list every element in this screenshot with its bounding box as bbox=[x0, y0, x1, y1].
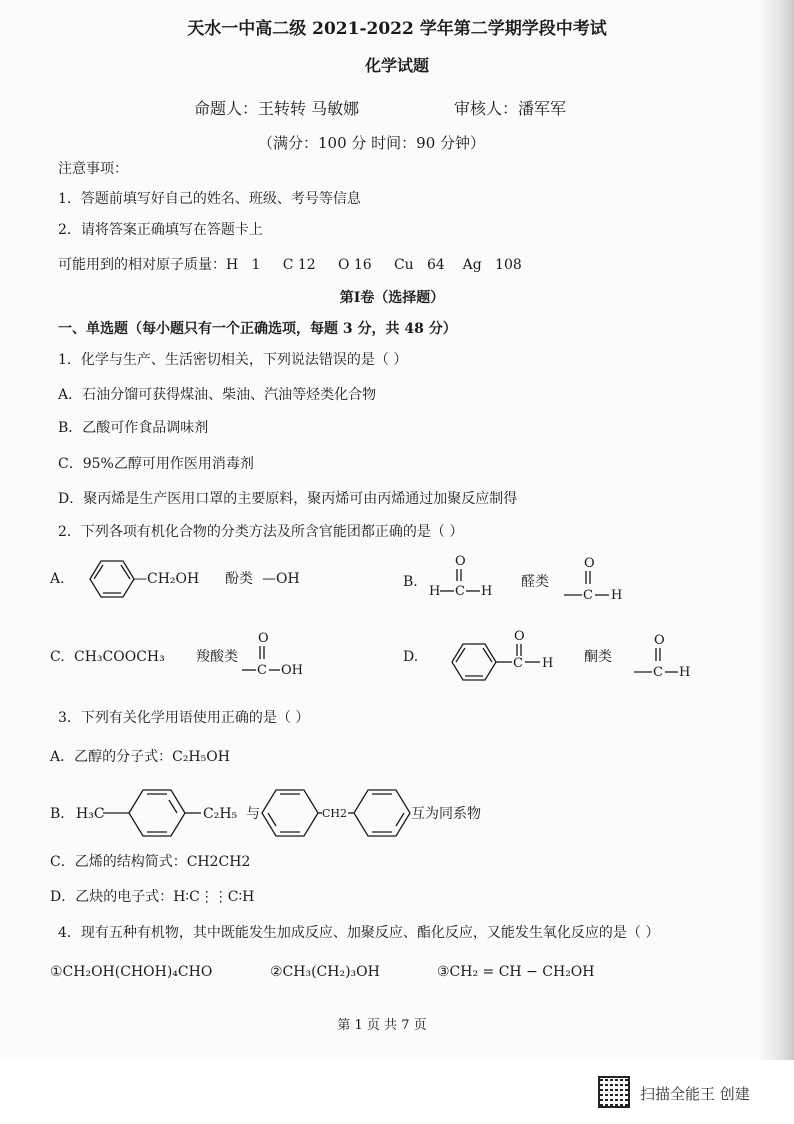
exam-title: 天水一中高二级 2021-2022 学年第二学期学段中考试 bbox=[187, 19, 607, 39]
atom: H bbox=[611, 588, 623, 603]
q2-a-group: —OH bbox=[262, 571, 300, 587]
scan-shadow bbox=[758, 0, 794, 1060]
note-item: 2．请将答案正确填写在答题卡上 bbox=[58, 222, 263, 238]
app-brand: 扫描全能王 创建 bbox=[640, 1085, 750, 1103]
bridge-group: CH2 bbox=[322, 807, 348, 820]
atom: O bbox=[514, 629, 525, 644]
q3-b-tail: 互为同系物 bbox=[411, 806, 481, 822]
q2-stem: 2．下列各项有机化合物的分类方法及所含官能团都正确的是（ ） bbox=[58, 524, 464, 540]
q2-b-group bbox=[562, 557, 632, 607]
atom: O bbox=[258, 631, 269, 646]
q2-c-label: C. bbox=[50, 649, 65, 665]
q2-d-label: D. bbox=[403, 649, 419, 665]
q3-stem: 3．下列有关化学用语使用正确的是（ ） bbox=[58, 710, 310, 726]
q3-b-connector: 与 bbox=[246, 806, 260, 822]
q1-option-b: B．乙酸可作食品调味剂 bbox=[58, 420, 209, 436]
q2-a-class: 酚类 bbox=[225, 571, 253, 587]
q3-b-left-group: H₃C bbox=[76, 806, 105, 822]
note-item: 1．答题前填写好自己的姓名、班级、考号等信息 bbox=[58, 191, 361, 207]
q2-b-label: B. bbox=[403, 574, 418, 590]
atom: C bbox=[257, 663, 267, 678]
atom: C bbox=[455, 584, 465, 599]
q2-c-group bbox=[250, 632, 320, 682]
atom: C bbox=[513, 656, 523, 671]
q2-d-class: 酮类 bbox=[584, 649, 612, 665]
q2-d-group bbox=[636, 634, 706, 684]
atom: O bbox=[584, 556, 595, 571]
q3-option-c: C．乙烯的结构简式：CH2CH2 bbox=[50, 854, 251, 870]
q2-b-structure bbox=[425, 555, 495, 605]
q1-option-d: D．聚丙烯是生产医用口罩的主要原料，聚丙烯可由丙烯通过加聚反应制得 bbox=[58, 491, 518, 507]
q2-c-formula: CH₃COOCH₃ bbox=[74, 649, 165, 665]
q3-option-a: A．乙醇的分子式：C₂H₅OH bbox=[50, 749, 230, 765]
q1-option-c: C．95%乙醇可用作医用消毒剂 bbox=[58, 456, 254, 472]
subject-title: 化学试题 bbox=[364, 56, 429, 75]
qr-code-icon bbox=[598, 1076, 630, 1108]
atom: H bbox=[679, 665, 691, 680]
section-instruction: 一、单选题（每小题只有一个正确选项，每题 3 分，共 48 分） bbox=[58, 321, 457, 337]
q3-b-diphenylmethane bbox=[262, 782, 412, 844]
q2-a-label: A. bbox=[50, 571, 65, 587]
benzene-ring-icon bbox=[262, 790, 318, 836]
q4-stem: 4．现有五种有机物，其中既能发生加成反应、加聚反应、酯化反应，又能发生氧化反应的是（ ） bbox=[58, 925, 660, 941]
q1-stem: 1．化学与生产、生活密切相关，下列说法错误的是（ ） bbox=[58, 352, 408, 368]
q4-option-3: ③CH₂ = CH − CH₂OH bbox=[437, 964, 595, 980]
q2-a-formula: —CH₂OH bbox=[133, 571, 200, 587]
atom: H bbox=[429, 584, 441, 599]
reviewer: 审核人：潘军军 bbox=[454, 99, 567, 118]
notes-heading: 注意事项： bbox=[58, 161, 128, 177]
q2-c-class: 羧酸类 bbox=[196, 649, 238, 665]
page-number: 第 1 页 共 7 页 bbox=[337, 1018, 427, 1033]
score-time: （满分：100 分 时间：90 分钟） bbox=[258, 134, 486, 152]
section-title: 第Ⅰ卷（选择题） bbox=[339, 290, 445, 306]
atom: OH bbox=[281, 663, 303, 678]
q3-option-d: D．乙炔的电子式：H∶C⋮⋮C∶H bbox=[50, 889, 255, 905]
benzene-ring-icon bbox=[129, 790, 185, 836]
q1-option-a: A．石油分馏可获得煤油、柴油、汽油等烃类化合物 bbox=[58, 387, 377, 403]
atom: H bbox=[542, 656, 554, 671]
atom: O bbox=[455, 554, 466, 569]
atom: O bbox=[654, 633, 665, 648]
q2-b-class: 醛类 bbox=[521, 574, 549, 590]
atom: C bbox=[653, 665, 663, 680]
q2-d-structure bbox=[448, 626, 568, 686]
q4-option-2: ②CH₃(CH₂)₃OH bbox=[270, 964, 380, 980]
authors: 命题人：王转转 马敏娜 bbox=[194, 99, 360, 118]
atom: H bbox=[481, 584, 493, 599]
q3-b-label: B． bbox=[50, 806, 75, 822]
q3-b-right-group: C₂H₅ bbox=[203, 806, 238, 822]
atom: C bbox=[583, 588, 593, 603]
atomic-masses: 可能用到的相对原子质量：H 1 C 12 O 16 Cu 64 Ag 108 bbox=[58, 257, 522, 273]
benzene-ring-icon bbox=[354, 790, 410, 836]
benzene-ring-icon bbox=[452, 644, 496, 680]
q4-option-1: ①CH₂OH(CHOH)₄CHO bbox=[50, 964, 213, 980]
